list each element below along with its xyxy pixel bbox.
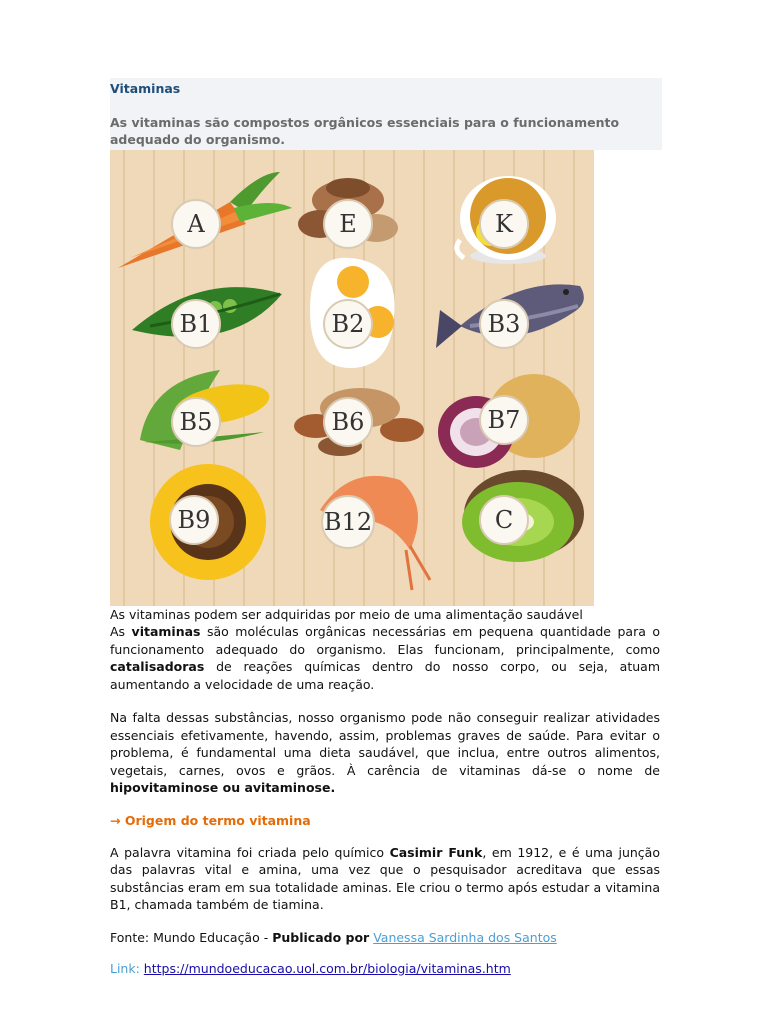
paragraph-definition: As vitaminas são moléculas orgânicas necessárias em pequena quantidade para o funcionamento adequado do organismo. Elas funcionam, principalmente, como catalisadoras de reações químicas dentro do nosso corpo, ou seja, atuam aumentando a velocidade de uma reação.	[110, 624, 660, 692]
vitamin-label-e: E	[339, 210, 357, 238]
section-heading-origin	[110, 813, 660, 828]
arrow-right-icon: →	[110, 812, 121, 828]
header-box	[110, 78, 662, 150]
document-title: Vitaminas	[110, 81, 181, 96]
vitamin-badge-b1	[172, 300, 220, 348]
vitamin-label-b5: B5	[179, 408, 213, 436]
vitamin-label-c: C	[494, 506, 514, 534]
vitamin-label-b6: B6	[331, 408, 365, 436]
published-by-label: Publicado por	[272, 929, 370, 945]
source-prefix: Fonte: Mundo Educação -	[110, 929, 273, 945]
vitamin-badge-b6	[324, 398, 372, 446]
paragraph-origin: A palavra vitamina foi criada pelo químico Casimir Funk, em 1912, e é uma junção das palavras vital e amina, uma vez que o pesquisador acreditava que essas substâncias eram em sua totalidade aminas. Ele criou o termo após estudar a vitamina B1, chamada também de tiamina.	[110, 844, 660, 912]
vitamin-badge-b9	[170, 496, 218, 544]
vitamin-label-b3: B3	[487, 310, 521, 338]
author-link[interactable]: Vanessa Sardinha dos Santos	[373, 929, 557, 945]
vitamin-badge-e	[324, 200, 372, 248]
link-line	[110, 961, 660, 976]
figure-caption: As vitaminas podem ser adquiridas por meio de uma alimentação saudável	[110, 607, 583, 622]
vitamin-badge-b7	[480, 396, 528, 444]
vitamin-badge-a	[172, 200, 220, 248]
vitamin-label-b2: B2	[331, 310, 365, 338]
vitamin-label-b7: B7	[487, 406, 521, 434]
paragraph-deficiency: Na falta dessas substâncias, nosso organismo pode não conseguir realizar atividades essenciais efetivamente, havendo, assim, problemas graves de saúde. Para evitar o problema, é fundamental uma dieta saudável, que inclua, entre outros alimentos, vegetais, carnes, ovos e grãos. À carência de vitaminas dá-se o nome de hipovitaminose ou avitaminose.	[110, 710, 660, 795]
document-page	[110, 78, 660, 976]
term-casimir-funk: Casimir Funk	[389, 844, 483, 860]
vitamin-label-k: K	[495, 210, 513, 238]
vitamin-label-b9: B9	[177, 506, 211, 534]
source-url-link[interactable]: https://mundoeducacao.uol.com.br/biologia/vitaminas.htm	[143, 960, 511, 976]
vitamin-label-a: A	[187, 210, 205, 238]
vitamin-badge-c	[480, 496, 528, 544]
vitamin-label-b12: B12	[323, 508, 373, 536]
link-label: Link:	[110, 960, 140, 976]
vitamin-label-b1: B1	[179, 310, 213, 338]
source-line	[110, 930, 660, 945]
document-subtitle: As vitaminas são compostos orgânicos essenciais para o funcionamento adequado do organismo.	[110, 115, 620, 147]
vitamin-badge-b5	[172, 398, 220, 446]
term-vitaminas: vitaminas	[131, 624, 201, 639]
vitamins-illustration	[110, 150, 594, 606]
term-hipovitaminose: hipovitaminose ou avitaminose.	[110, 780, 336, 795]
vitamin-badge-b2	[324, 300, 372, 348]
vitamin-badge-b12	[322, 496, 374, 548]
section-title: Origem do termo vitamina	[124, 812, 311, 828]
vitamin-badge-b3	[480, 300, 528, 348]
term-catalisadoras: catalisadoras	[110, 659, 205, 674]
vitamin-badge-k	[480, 200, 528, 248]
